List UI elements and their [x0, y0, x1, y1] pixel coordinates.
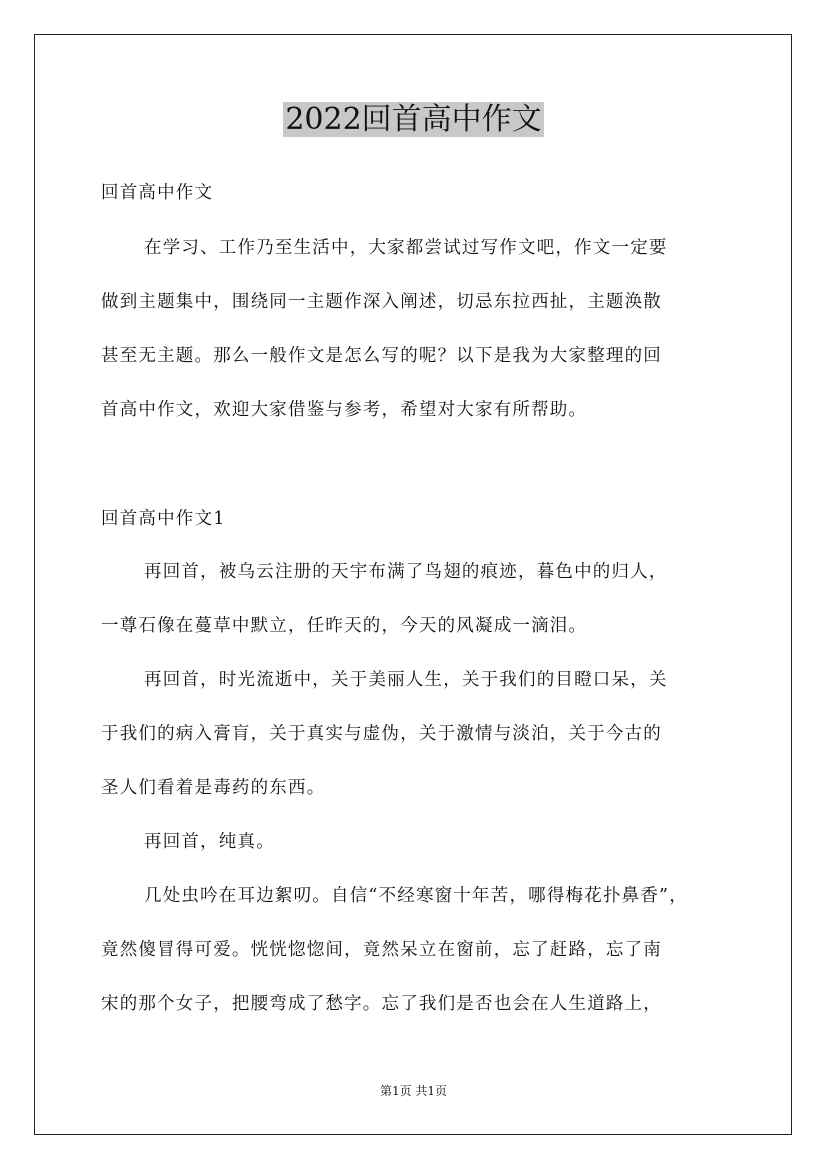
paragraph-line: 几处虫吟在耳边絮叨。自信“不经寒窗十年苦，哪得梅花扑鼻香”， [144, 886, 688, 906]
page-footer [0, 1082, 827, 1100]
paragraph-line: 再回首，被乌云注册的天宇布满了鸟翅的痕迹，暮色中的归人， [144, 562, 668, 582]
section-heading-essay-1: 回首高中作文1 [101, 509, 226, 529]
paragraph-line: 圣人们看着是毒药的东西。 [101, 778, 326, 798]
page-number-label: 第1页 共1页 [379, 1084, 448, 1098]
paragraph-line: 再回首，时光流逝中，关于美丽人生，关于我们的目瞪口呆，关 [144, 670, 668, 690]
paragraph-line: 再回首，纯真。 [144, 832, 275, 852]
paragraph-line: 于我们的病入膏肓，关于真实与虚伪，关于激情与淡泊，关于今古的 [101, 724, 662, 744]
document-title [0, 98, 827, 142]
paragraph-line: 竟然傻冒得可爱。恍恍惚惚间，竟然呆立在窗前，忘了赶路，忘了南 [101, 940, 662, 960]
paragraph-line: 做到主题集中，围绕同一主题作深入阐述，切忌东拉西扯，主题涣散 [101, 292, 662, 312]
paragraph-line: 甚至无主题。那么一般作文是怎么写的呢？以下是我为大家整理的回 [101, 346, 662, 366]
document-title-text: 2022回首高中作文 [285, 102, 542, 137]
paragraph-line: 一尊石像在蔓草中默立，任昨天的，今天的风凝成一滴泪。 [101, 616, 588, 636]
section-heading-intro: 回首高中作文 [101, 183, 214, 203]
paragraph-line: 在学习、工作乃至生活中，大家都尝试过写作文吧，作文一定要 [144, 238, 668, 258]
paragraph-line: 宋的那个女子，把腰弯成了愁字。忘了我们是否也会在人生道路上， [101, 994, 662, 1014]
paragraph-line: 首高中作文，欢迎大家借鉴与参考，希望对大家有所帮助。 [101, 400, 588, 420]
